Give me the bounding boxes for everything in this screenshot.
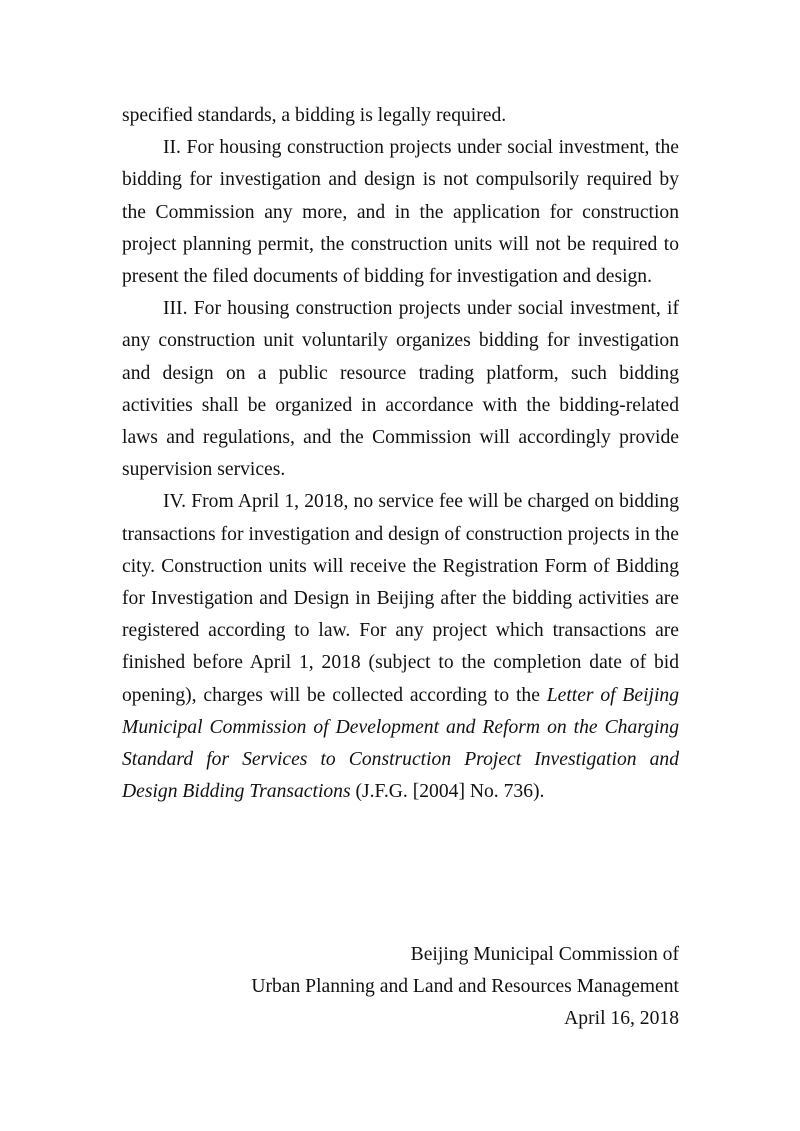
paragraph-item-iii: III. For housing construction projects under social investment, if any construction unit voluntarily organizes bidding for investigation and design on a public resource trading platform, such bidding activities shall be organized in accordance with the bidding-related laws and regulations, and the Commission will accordingly provide supervision services. [122, 298, 679, 481]
signature-block [251, 939, 679, 1036]
cited-document-title: Letter of Beijing Municipal Commission of Development and Reform on the Charging Standard for Services to Construction Project Investigation and Design Bidding Transactions [122, 684, 679, 803]
paragraph-continuation: specified standards, a bidding is legally required. [122, 105, 507, 126]
paragraph-item-ii: II. For housing construction projects under social investment, the bidding for investigation and design is not compulsorily required by the Commission any more, and in the application for construction project planning permit, the construction units will not be required to present the filed documents of bidding for investigation and design. [122, 137, 679, 288]
issuer-line-2: Urban Planning and Land and Resources Management [251, 976, 679, 998]
paragraph-item-iv [122, 486, 679, 808]
issue-date: April 16, 2018 [564, 1008, 679, 1030]
issuer-line-1: Beijing Municipal Commission of [410, 944, 679, 965]
item-iv-text: IV. From April 1, 2018, no service fee will be charged on bidding transactions for investigation and design of construction projects in the city. Construction units will receive the Registration Form of Bidding for Investigation and Design in Beijing after the bidding activities are registered according to law. For any project which transactions are finished before April 1, 2018 (subject to the completion date of bid opening), charges will be collected according to the [122, 491, 679, 706]
document-body [122, 100, 679, 808]
document-reference-number: (J.F.G. [2004] No. 736). [350, 781, 545, 803]
